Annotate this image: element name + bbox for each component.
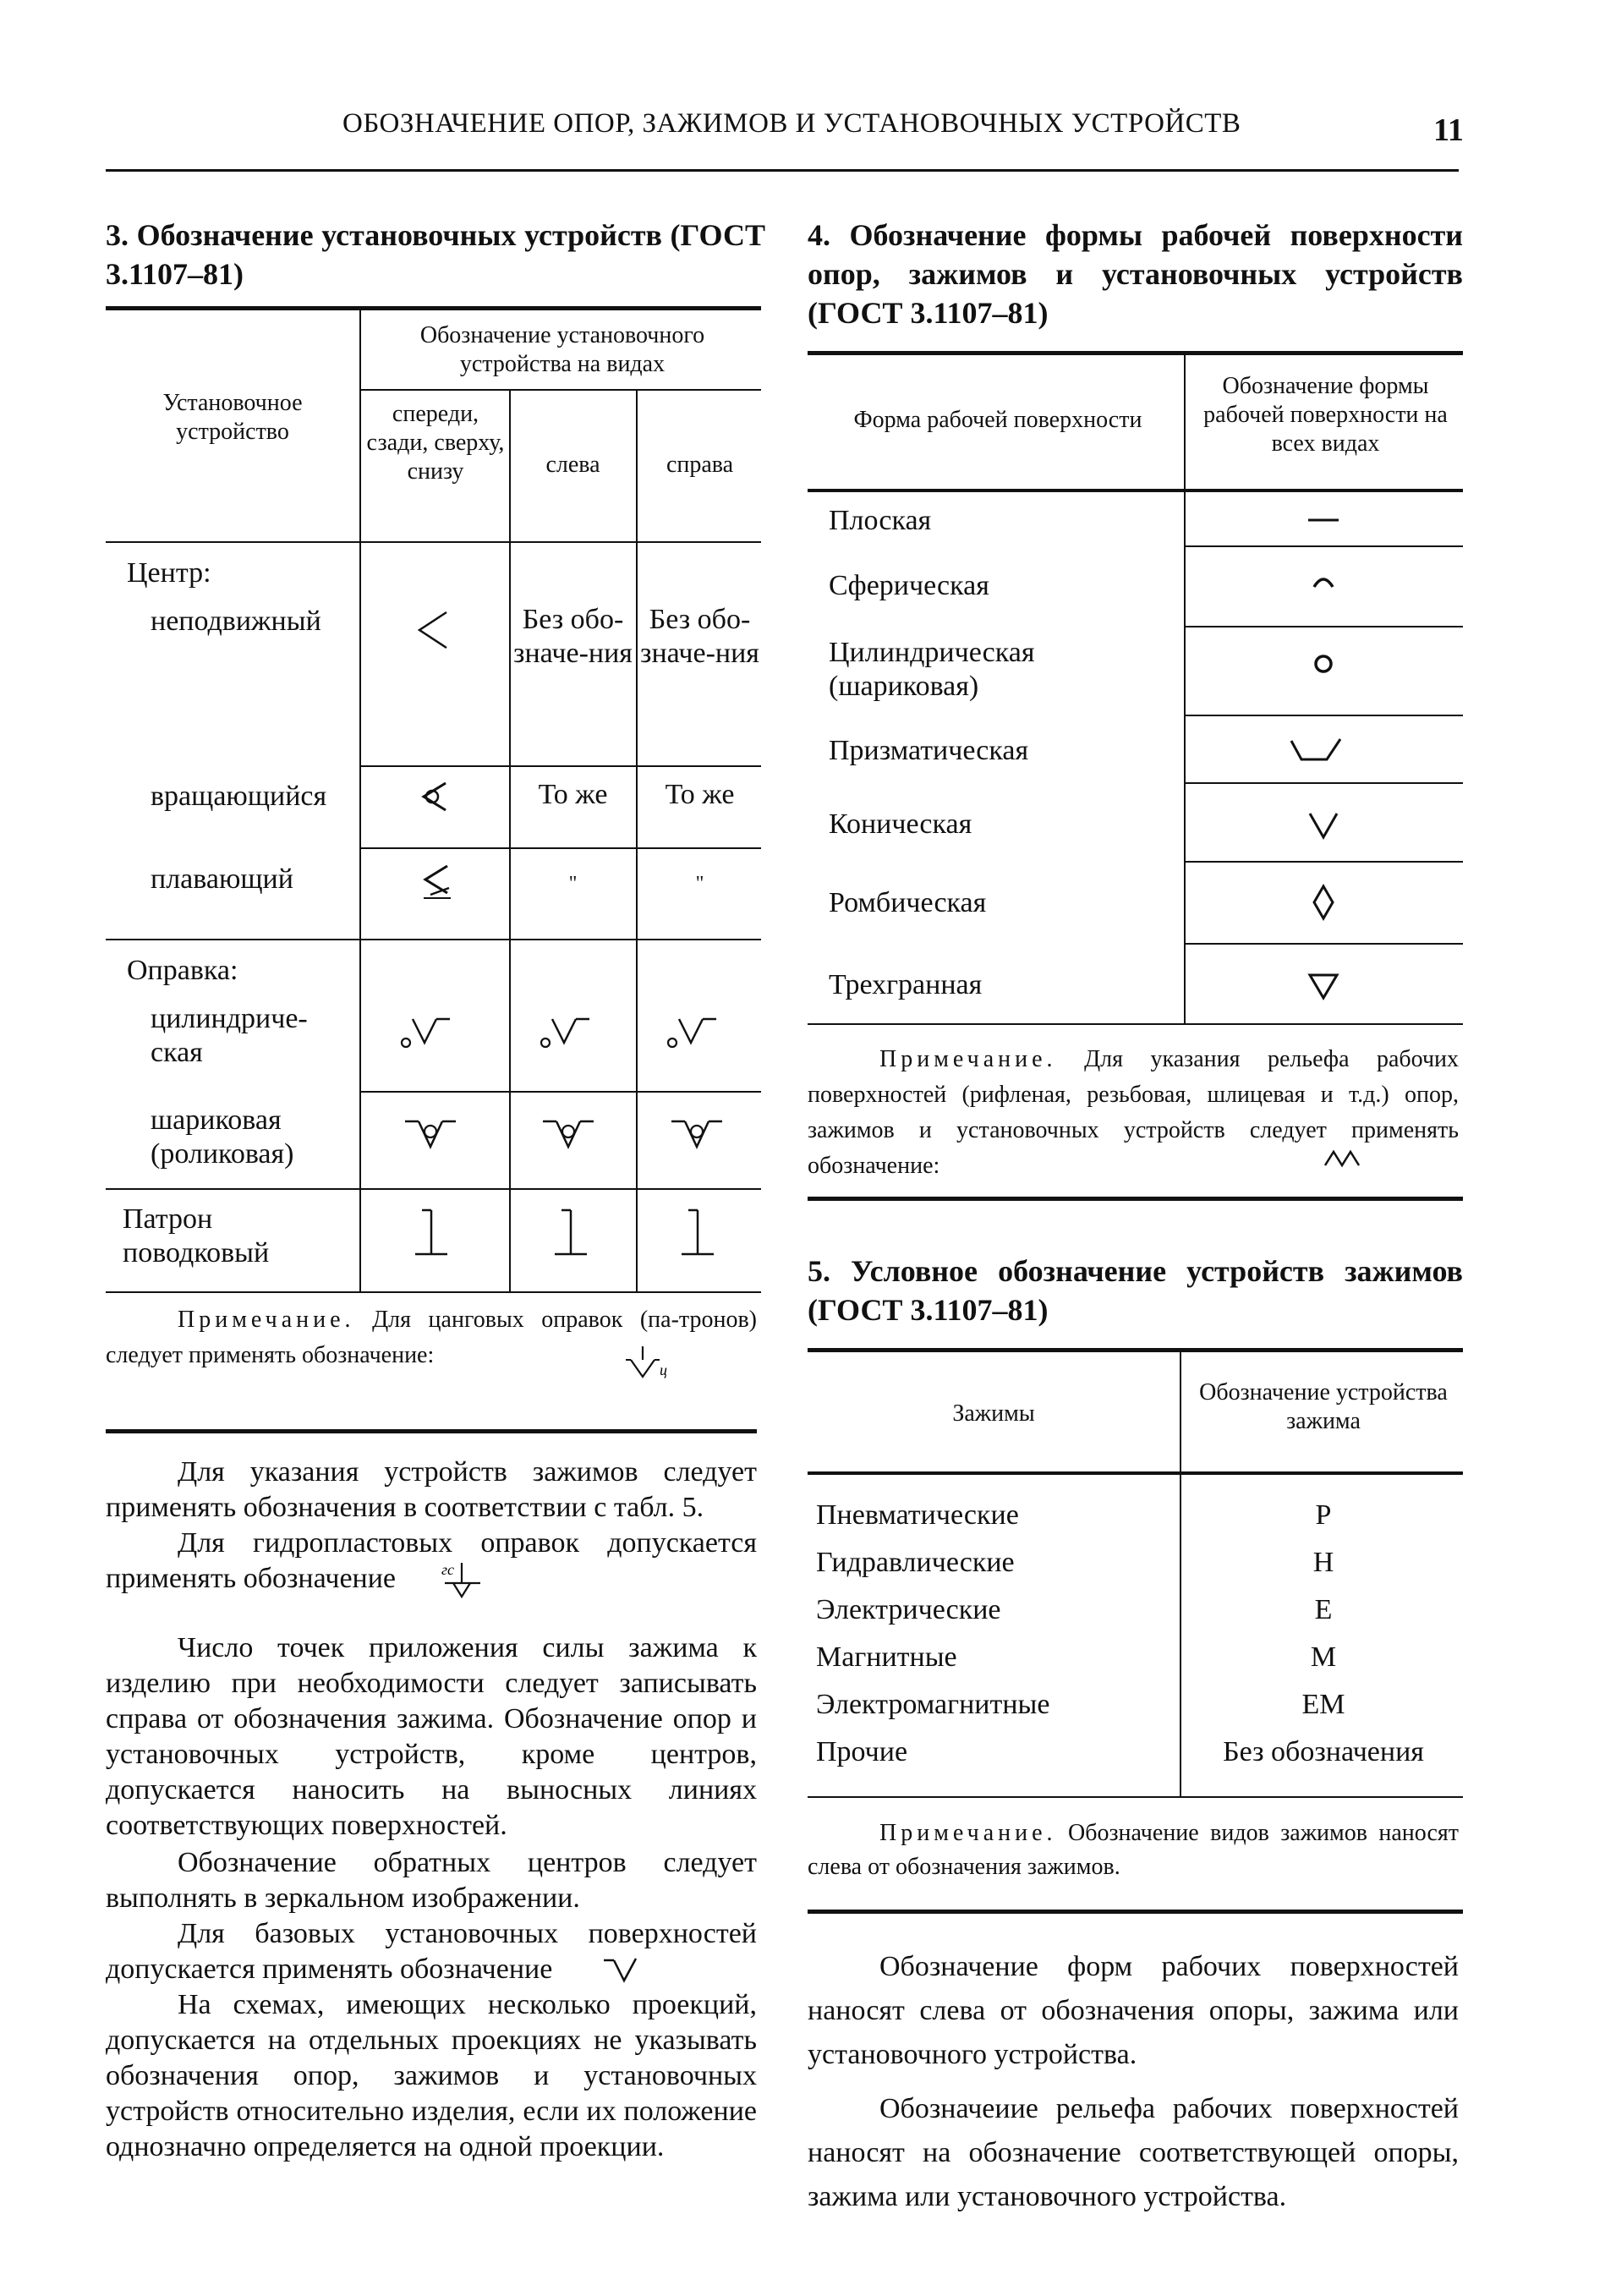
sec5-row-electromagnetic: Электромагнитные bbox=[816, 1689, 1050, 1720]
sec5-code-hydraulic: H bbox=[1312, 1547, 1334, 1578]
hydroplastic-sub-label: гс bbox=[441, 1561, 455, 1578]
sec3-floating-label: плавающий bbox=[151, 863, 293, 895]
page-number: 11 bbox=[1433, 112, 1464, 148]
cylindrical-surface-icon bbox=[1311, 651, 1336, 677]
sec4-row-spherical: Сферическая bbox=[829, 570, 989, 601]
sec3-col-front: спереди, сзади, сверху, снизу bbox=[366, 401, 505, 485]
body-left-p3: Число точек приложения силы зажима к изделию при необходимости следует записывать справа от обозначения зажима. Обозначение опор и установочных устройств, кроме центров, допускается наносить на выносных линиях соответствующих поверхностей. bbox=[106, 1632, 757, 1841]
page-header bbox=[106, 101, 1464, 172]
sec3-note-label: Примечание. bbox=[178, 1307, 355, 1333]
body-left-p4: Обозначение обратных центров следует выполнять в зеркальном изображении. bbox=[106, 1847, 757, 1914]
sec5-row-pneumatic: Пневматические bbox=[816, 1499, 1019, 1531]
trihedral-surface-icon bbox=[1306, 971, 1340, 1001]
sec3-fixed-left: Без обо-значе-ния bbox=[513, 604, 633, 669]
flat-surface-icon bbox=[1306, 516, 1340, 524]
sec3-rotating-left: То же bbox=[538, 779, 608, 810]
body-right-p2: Обозначеиие рельефа рабочих поверхностей наносят на обозначение соответствующей опоры, зажима или установочного устройства. bbox=[808, 2093, 1459, 2212]
mandrel-ball-right-icon bbox=[668, 1115, 727, 1153]
sec4-row-rhombic: Ромбическая bbox=[829, 887, 987, 918]
body-left-p2: Для гидропластовых оправок допускается применять обозначение bbox=[106, 1527, 757, 1594]
hydroplastic-mandrel-icon bbox=[438, 1556, 497, 1603]
mandrel-cylindrical-left-icon bbox=[537, 1011, 596, 1053]
sec4-note-label: Примечание. bbox=[879, 1046, 1057, 1072]
sec5-code-magnetic: M bbox=[1310, 1641, 1337, 1673]
sec3-note-text: Для цанговых оправок (па-тронов) следует применять обозначение: bbox=[106, 1307, 757, 1368]
conical-surface-icon bbox=[1306, 810, 1340, 841]
sec5-col2: Обозначение устройства зажима bbox=[1199, 1379, 1448, 1434]
sec4-title: 4. Обозначение формы рабочей поверхности опор, зажимов и установочных устройств (ГОСТ 3.1107–81) bbox=[808, 218, 1463, 330]
sec4-row-trihedral: Трехгранная bbox=[829, 969, 983, 1000]
mandrel-cylindrical-right-icon bbox=[664, 1011, 723, 1053]
sec5-code-other: Без обозначения bbox=[1223, 1736, 1424, 1767]
sec5-note-label: Примечание. bbox=[879, 1820, 1057, 1846]
relief-surface-icon bbox=[1323, 1148, 1366, 1169]
sec4-col1: Форма рабочей поверхности bbox=[853, 407, 1142, 433]
sec3-mandrel-label: Оправка: bbox=[127, 955, 238, 986]
sec4-note-text: Для указания рельефа рабочих поверхностей (рифленая, резьбовая, шлицевая и т.д.) опор, зажимов и установочных устройств следует применять обозначение: bbox=[808, 1046, 1460, 1179]
body-left-p6: На схемах, имеющих несколько проекций, допускается на отдельных проекциях не указывать обозначения опор, зажимов и установочных устройств относительно изделия, если их положение однозначно определяется на одной проекции. bbox=[106, 1989, 757, 2162]
rhombic-surface-icon bbox=[1311, 884, 1336, 921]
prismatic-surface-icon bbox=[1290, 736, 1349, 765]
sec3-cylindrical-label: цилиндриче-ская bbox=[151, 1003, 308, 1068]
chuck-left-icon bbox=[550, 1205, 592, 1264]
body-left-p5: Для базовых установочных поверхностей допускается применять обозначение bbox=[106, 1918, 757, 1985]
sec4-row-flat: Плоская bbox=[829, 505, 932, 536]
sec5-note bbox=[808, 1817, 1459, 1884]
sec3-fixed-label: неподвижный bbox=[151, 606, 321, 637]
sec3-col-right: справа bbox=[666, 452, 734, 478]
mandrel-ball-left-icon bbox=[540, 1115, 599, 1153]
collet-mandrel-icon bbox=[626, 1345, 677, 1383]
sec4-col2: Обозначение формы рабочей поверхности на всех видах bbox=[1203, 373, 1448, 457]
sec3-fixed-right: Без обо-значе-ния bbox=[640, 604, 759, 669]
sec4-row-prismatic: Призматическая bbox=[829, 735, 1029, 766]
sec3-col-group: Обозначение установочного устройства на видах bbox=[419, 322, 705, 377]
sec3-floating-left: " bbox=[568, 873, 578, 895]
sec3-floating-right: " bbox=[695, 873, 704, 895]
sec5-row-hydraulic: Гидравлические bbox=[816, 1547, 1015, 1578]
sec5-row-magnetic: Магнитные bbox=[816, 1641, 957, 1673]
sec4-row-conical: Коническая bbox=[829, 808, 972, 840]
center-rotating-icon bbox=[419, 778, 452, 816]
center-floating-icon bbox=[419, 861, 454, 903]
body-left-p1: Для указания устройств зажимов следует применять обозначения в соответствии с табл. 5. bbox=[106, 1456, 757, 1523]
mandrel-ball-front-icon bbox=[402, 1115, 461, 1153]
sec4-row-cylindrical: Цилиндрическая (шариковая) bbox=[829, 637, 1035, 702]
center-fixed-icon bbox=[416, 609, 450, 651]
running-title: ОБОЗНАЧЕНИЕ ОПОР, ЗАЖИМОВ И УСТАНОВОЧНЫХ УСТРОЙСТВ bbox=[342, 108, 1241, 139]
sec3-chuck-label: Патрон поводковый bbox=[123, 1203, 270, 1269]
sec3-rotating-label: вращающийся bbox=[151, 781, 327, 812]
spherical-surface-icon bbox=[1311, 573, 1336, 590]
body-right-p1: Обозначение форм рабочих поверхностей наносят слева от обозначения опоры, зажима или установочного устройства. bbox=[808, 1951, 1459, 2070]
sec3-col-device: Установочное устройство bbox=[162, 390, 303, 445]
sec3-center-label: Центр: bbox=[127, 557, 211, 589]
sec5-row-electric: Электрические bbox=[816, 1594, 1001, 1625]
sec5-row-other: Прочие bbox=[816, 1736, 908, 1767]
sec5-note-text: Обозначение видов зажимов наносят слева от обозначения зажимов. bbox=[808, 1820, 1460, 1880]
sec5-title: 5. Условное обозначение устройств зажимов (ГОСТ 3.1107–81) bbox=[808, 1254, 1463, 1327]
chuck-front-icon bbox=[410, 1205, 452, 1264]
sec5-code-electric: E bbox=[1314, 1594, 1333, 1625]
sec3-ball-label: шариковая (роликовая) bbox=[151, 1104, 294, 1170]
sec3-title: 3. Обозначение установочных устройств (ГОСТ 3.1107–81) bbox=[106, 218, 765, 291]
sec3-col-left: слева bbox=[545, 452, 600, 478]
sec5-code-electromagnetic: EM bbox=[1301, 1689, 1345, 1720]
sec5-col1: Зажимы bbox=[952, 1400, 1035, 1427]
sec3-rotating-right: То же bbox=[665, 779, 735, 810]
collet-sub-label: ц bbox=[660, 1362, 667, 1378]
sec5-code-pneumatic: P bbox=[1315, 1499, 1332, 1531]
chuck-right-icon bbox=[677, 1205, 719, 1264]
mandrel-cylindrical-front-icon bbox=[397, 1011, 457, 1053]
base-surface-icon bbox=[602, 1955, 644, 1985]
